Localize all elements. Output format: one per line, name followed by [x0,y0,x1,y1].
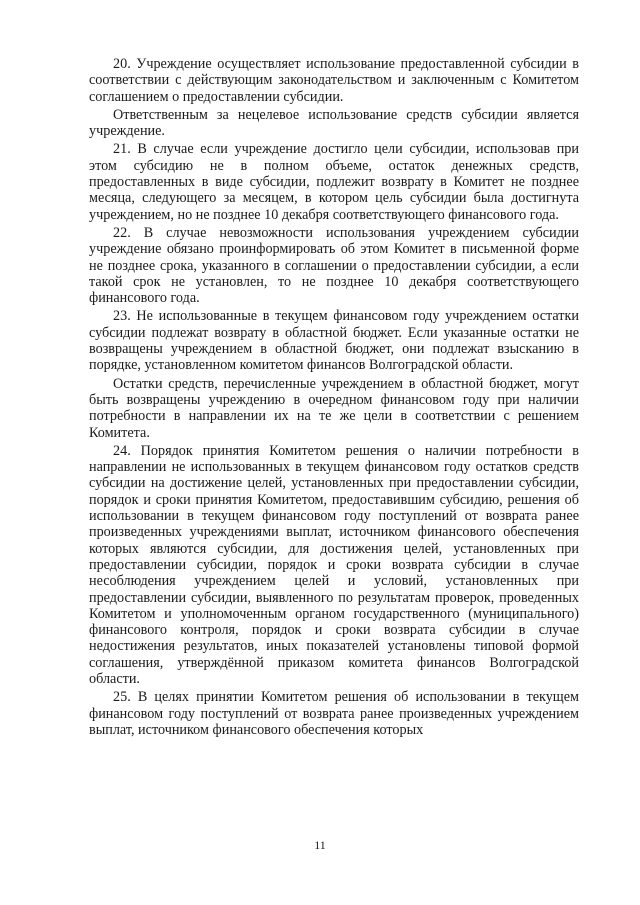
page-number: 11 [314,838,326,852]
document-body [89,56,579,740]
paragraph-25: 25. В целях принятии Комитетом решения об использовании в текущем финансовом году поступлений от возврата ранее произведенных учреждением выплат, источником финансового обеспечения которых [89,689,579,738]
paragraph-24: 24. Порядок принятия Комитетом решения о наличии потребности в направлении не использованных в текущем финансовом году остатков средств субсидии на достижение целей, установленных при предоставлении субсидии, порядок и сроки принятия Комитетом, предоставившим субсидию, решения об использовании в текущем финансовом году поступлений от возврата ранее произведенных учреждениями выплат, источником финансового обеспечения которых являются субсидии, для достижения целей, установленных при предоставлении субсидии, порядок и сроки возврата субсидии в случае несоблюдения учреждением целей и условий, установленных при предоставлении субсидии, выявленного по результатам проверок, проведенных Комитетом и уполномоченным органом государственного (муниципального) финансового контроля, порядок и сроки возврата субсидии в случае недостижения результатов, иных показателей установлены типовой формой соглашения, утверждённой приказом комитета финансов Волгоградской области. [89,442,579,687]
paragraph-23: 23. Не использованные в текущем финансовом году учреждением остатки субсидии подлежат возврату в областной бюджет. Если указанные остатки не возвращены учреждением в областной бюджет, они подлежат взысканию в порядке, установленном комитетом финансов Волгоградской области. [89,308,579,374]
paragraph-remainders: Остатки средств, перечисленные учреждением в областной бюджет, могут быть возвращены учреждению в очередном финансовом году при наличии потребности в направлении их на те же цели в соответствии с решением Комитета. [89,375,579,441]
paragraph-responsibility: Ответственным за нецелевое использование средств субсидии является учреждение. [89,106,579,140]
paragraph-20: 20. Учреждение осуществляет использование предоставленной субсидии в соответствии с действующим законодательством и заключенным с Комитетом соглашением о предоставлении субсидии. [89,56,579,105]
paragraph-21: 21. В случае если учреждение достигло цели субсидии, использовав при этом субсидию не в полном объеме, остаток денежных средств, предоставленных в виде субсидии, подлежит возврату в Комитет не позднее месяца, следующего за месяцем, в котором цель субсидии была достигнута учреждением, но не позднее 10 декабря соответствующего финансового года. [89,141,579,223]
paragraph-22: 22. В случае невозможности использования учреждением субсидии учреждение обязано проинформировать об этом Комитет в письменной форме не позднее срока, указанного в соглашении о предоставлении субсидии, а если такой срок не установлен, то не позднее 10 декабря соответствующего финансового года. [89,224,579,307]
